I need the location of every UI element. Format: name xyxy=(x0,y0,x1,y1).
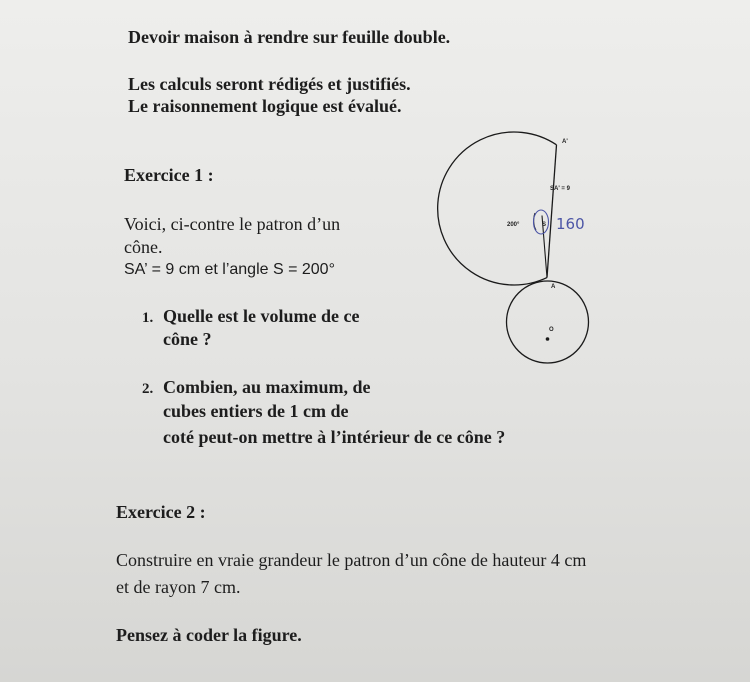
label-angle-200: 200° xyxy=(507,222,520,228)
question-1-line2: cône ? xyxy=(163,329,212,349)
question-1-line1: Quelle est le volume de ce xyxy=(163,306,360,326)
label-s: S xyxy=(542,222,547,228)
exercise-2-heading: Exercice 2 : xyxy=(116,502,206,522)
question-1-number: 1. xyxy=(142,310,154,326)
handwritten-circle-annotation xyxy=(534,210,549,234)
assignment-title: Devoir maison à rendre sur feuille double. xyxy=(128,27,451,47)
label-o: O xyxy=(549,327,554,333)
exercise-1-heading: Exercice 1 : xyxy=(124,165,214,185)
rule-calculations: Les calculs seront rédigés et justifiés. xyxy=(128,74,411,94)
question-2-line1: Combien, au maximum, de xyxy=(163,377,371,397)
cone-base-circle xyxy=(507,281,589,363)
handwritten-160-annotation: 160 xyxy=(556,215,585,233)
cone-lateral-arc xyxy=(438,132,557,285)
exercise-2-coding-note: Pensez à coder la figure. xyxy=(116,625,302,645)
label-a: A xyxy=(551,284,556,290)
question-2-line2: cubes entiers de 1 cm de xyxy=(163,401,349,421)
exercise-1-intro-line1: Voici, ci-contre le patron d’un xyxy=(124,214,341,234)
rule-reasoning: Le raisonnement logique est évalué. xyxy=(128,96,402,116)
generatrix-sa-prime xyxy=(547,145,557,278)
question-2-line3: coté peut-on mettre à l’intérieur de ce cône ? xyxy=(163,427,506,447)
question-2-number: 2. xyxy=(142,381,154,397)
cone-net-figure xyxy=(490,135,610,385)
label-a-prime: A' xyxy=(562,139,568,145)
label-sa-length: SA' = 9 xyxy=(550,186,570,192)
exercise-1-intro-line2: cône. xyxy=(124,237,163,257)
exercise-2-line1: Construire en vraie grandeur le patron d’un cône de hauteur 4 cm xyxy=(116,550,587,570)
exercise-2-line2: et de rayon 7 cm. xyxy=(116,577,241,597)
exercise-1-given-values: SA’ = 9 cm et l’angle S = 200° xyxy=(124,261,335,278)
base-center-point xyxy=(546,337,550,341)
